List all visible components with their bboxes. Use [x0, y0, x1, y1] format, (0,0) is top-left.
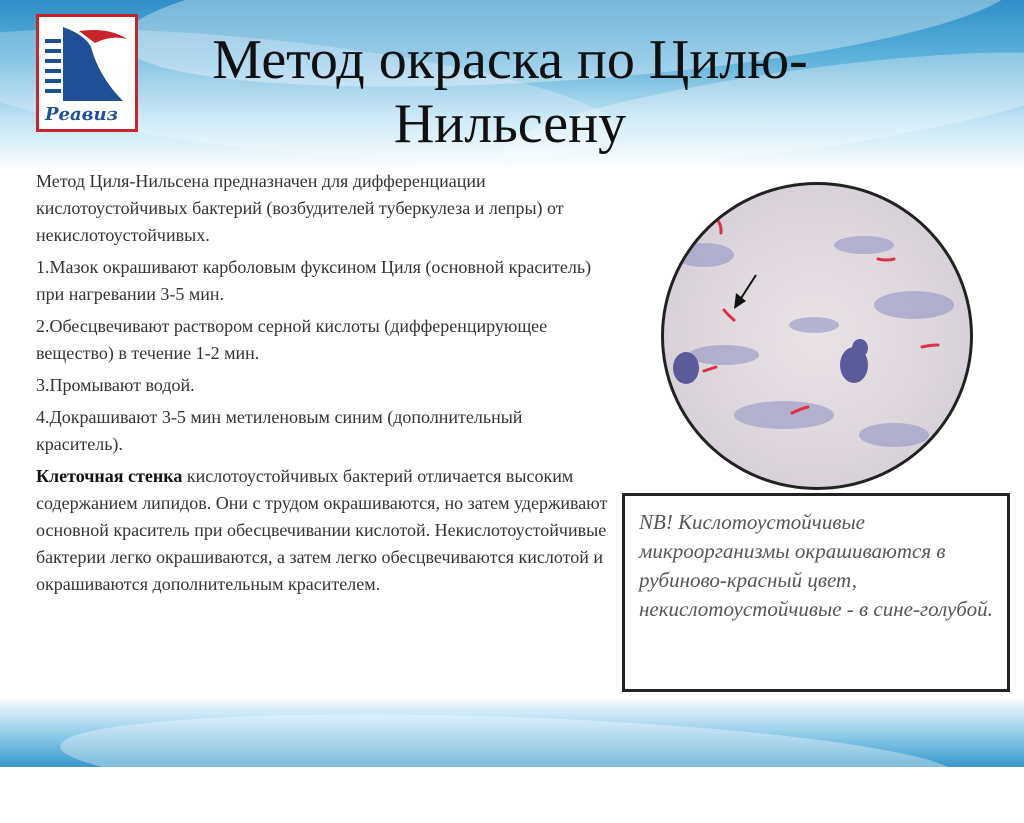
bacterium	[704, 367, 716, 371]
bacterium	[922, 345, 938, 347]
step-1: 1.Мазок окрашивают карболовым фуксином Циля (основной краситель) при нагревании 3-5 мин.	[36, 257, 592, 304]
blue-cell	[673, 352, 699, 384]
logo	[36, 14, 138, 132]
microscope-field	[664, 185, 970, 487]
step-3: 3.Промывают водой.	[36, 375, 195, 395]
footer-wave	[59, 701, 962, 822]
bacterium	[878, 259, 894, 260]
bacterium	[724, 310, 734, 320]
step-4: 4.Докрашивают 3-5 мин метиленовым синим (дополнительный краситель).	[36, 407, 523, 454]
arrow-icon	[734, 275, 756, 309]
bacterium	[716, 218, 721, 233]
step-2: 2.Обесцвечивают раствором серной кислоты (дифференцирующее вещество) в течение 1-2 мин.	[36, 316, 548, 363]
microscope-image	[661, 182, 973, 490]
page-title: Метод окраска по Цилю-Нильсену	[212, 29, 808, 155]
cell-wall-text: кислотоустойчивых бактерий отличается высоким содержанием липидов. Они с трудом окрашиваются, но затем удерживают основной краситель при обесцвечивании кислотой. Некислотоустойчивые бактерии легко окрашиваются, а затем легко обесцвечиваются кислотой и окрашиваются дополнительным красителем.	[36, 466, 608, 594]
cell-wall-bold: Клеточная стенка	[36, 466, 183, 486]
blue-cell	[852, 339, 868, 357]
logo-text: Реавиз	[45, 104, 119, 125]
intro-paragraph: Метод Циля-Нильсена предназначен для дифференциации кислотоустойчивых бактерий (возбудителей туберкулеза и лепры) от некислотоустойчивых.	[36, 171, 564, 245]
body-text	[36, 168, 611, 603]
nb-note: NB! Кислотоустойчивые микроорганизмы окрашиваются в рубиново-красный цвет, некислотоустойчивые - в сине-голубой.	[622, 493, 1010, 692]
footer-background	[0, 697, 1024, 767]
cell-wall-paragraph	[36, 463, 611, 598]
